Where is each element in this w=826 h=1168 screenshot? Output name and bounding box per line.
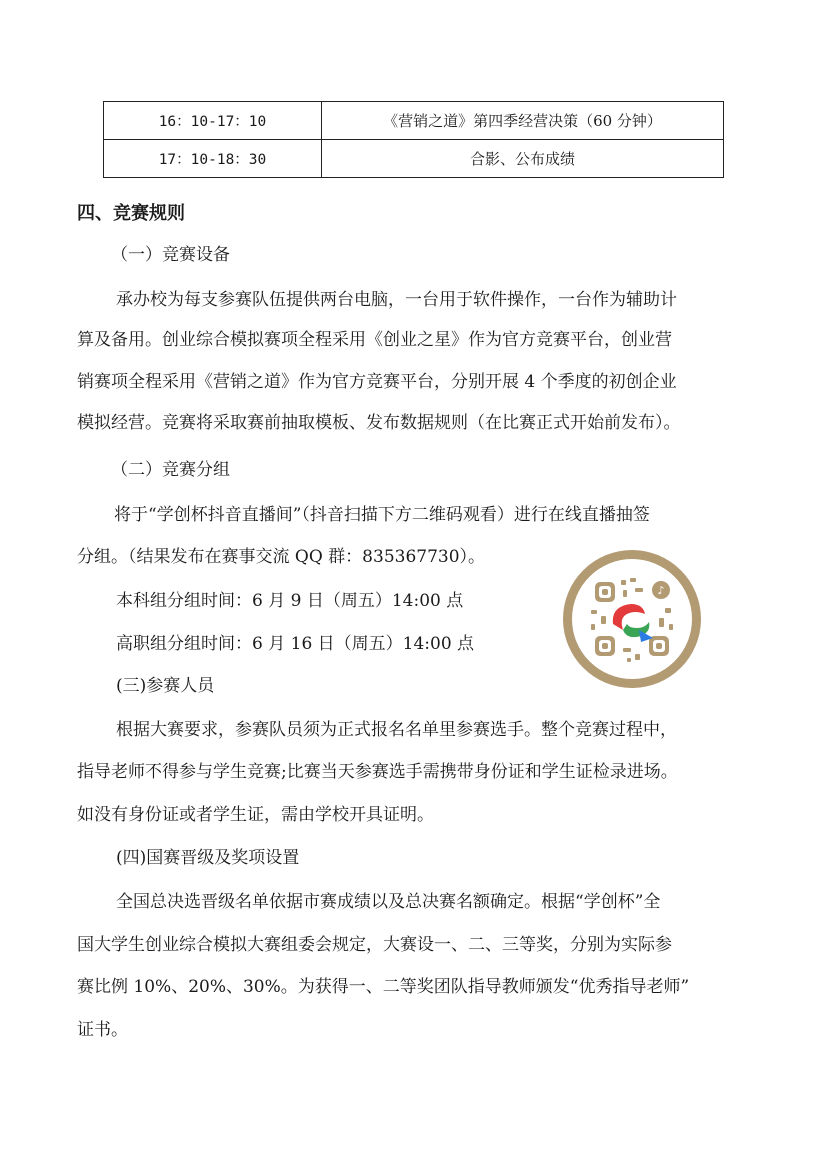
grouping-time-undergrad: 本科组分组时间：6 月 9 日（周五）14:00 点 bbox=[116, 591, 464, 611]
paragraph-line: 全国总决选晋级名单依据市赛成绩以及总决赛名额确定。根据“学创杯”全 bbox=[116, 892, 661, 912]
paragraph-line: 承办校为每支参赛队伍提供两台电脑，一台用于软件操作，一台作为辅助计 bbox=[116, 290, 677, 310]
paragraph-line: 指导老师不得参与学生竞赛;比赛当天参赛选手需携带身份证和学生证检录进场。 bbox=[77, 762, 678, 782]
schedule-table bbox=[103, 101, 724, 178]
section-heading: 四、竞赛规则 bbox=[77, 203, 185, 224]
subsection-heading-awards: (四)国赛晋级及奖项设置 bbox=[116, 848, 300, 868]
schedule-time: 17：10-18：30 bbox=[104, 140, 322, 178]
paragraph-line: 赛比例 10%、20%、30%。为获得一、二等奖团队指导教师颁发“优秀指导老师” bbox=[77, 977, 690, 997]
paragraph-line: 国大学生创业综合模拟大赛组委会规定，大赛设一、二、三等奖，分别为实际参 bbox=[77, 935, 672, 955]
schedule-event: 《营销之道》第四季经营决策（60 分钟） bbox=[322, 102, 724, 140]
table-row bbox=[104, 140, 724, 178]
paragraph-line: 将于“学创杯抖音直播间”（抖音扫描下方二维码观看）进行在线直播抽签 bbox=[114, 505, 650, 525]
subsection-heading-participants: (三)参赛人员 bbox=[116, 676, 215, 696]
paragraph-line: 证书。 bbox=[77, 1020, 128, 1040]
svg-text:♪: ♪ bbox=[657, 584, 665, 597]
subsection-heading-grouping: （二）竞赛分组 bbox=[111, 460, 230, 480]
paragraph-line: 模拟经营。竞赛将采取赛前抽取模板、发布数据规则（在比赛正式开始前发布）。 bbox=[77, 413, 681, 433]
paragraph-line: 算及备用。创业综合模拟赛项全程采用《创业之星》作为官方竞赛平台，创业营 bbox=[77, 330, 672, 350]
paragraph-line: 分组。（结果发布在赛事交流 QQ 群：835367730）。 bbox=[77, 547, 486, 567]
subsection-heading-equipment: （一）竞赛设备 bbox=[111, 245, 230, 265]
schedule-event: 合影、公布成绩 bbox=[322, 140, 724, 178]
paragraph-line: 根据大赛要求，参赛队员须为正式报名名单里参赛选手。整个竞赛过程中， bbox=[116, 720, 677, 740]
paragraph-line: 销赛项全程采用《营销之道》作为官方竞赛平台，分别开展 4 个季度的初创企业 bbox=[77, 372, 677, 392]
grouping-time-vocational: 高职组分组时间：6 月 16 日（周五）14:00 点 bbox=[116, 634, 475, 654]
schedule-time: 16：10-17：10 bbox=[104, 102, 322, 140]
table-row bbox=[104, 102, 724, 140]
douyin-qr-code-icon[interactable] bbox=[561, 548, 703, 690]
paragraph-line: 如没有身份证或者学生证，需由学校开具证明。 bbox=[77, 805, 434, 825]
